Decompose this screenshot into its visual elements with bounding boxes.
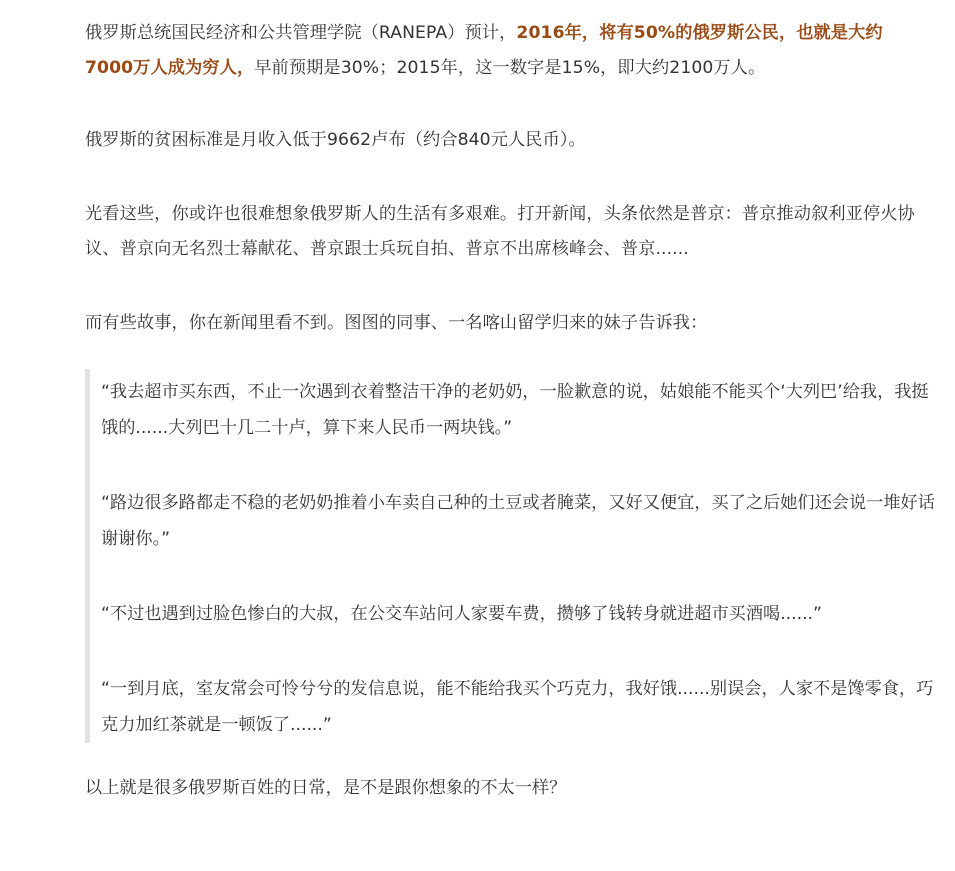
- paragraph-untold-stories: 而有些故事，你在新闻里看不到。图图的同事、一名喀山留学归来的妹子告诉我：: [85, 313, 708, 333]
- forecast-intro-text: 俄罗斯总统国民经济和公共管理学院（RANEPA）预计，: [85, 23, 517, 43]
- paragraph-poverty-standard: 俄罗斯的贫困标准是月收入低于9662卢布（约合840元人民币）。: [85, 130, 586, 150]
- quote-bus-stop-uncle: “不过也遇到过脸色惨白的大叔，在公交车站问人家要车费，攒够了钱转身就进超市买酒喝......”: [101, 604, 822, 624]
- forecast-followup-text: 早前预期是30%；2015年，这一数字是15%，即大约2100万人。: [254, 58, 766, 78]
- quote-street-vendor-grandma: “路边很多路都走不稳的老奶奶推着小车卖自己种的土豆或者腌菜，又好又便宜，买了之后她们还会说一堆好话谢谢你。”: [101, 493, 935, 549]
- quote-supermarket-grandma: “我去超市买东西，不止一次遇到衣着整洁干净的老奶奶，一脸歉意的说，姑娘能不能买个‘大列巴’给我，我挺饿的......大列巴十几二十卢，算下来人民币一两块钱。”: [101, 382, 929, 438]
- paragraph-poverty-forecast: [85, 16, 925, 86]
- article-body: [85, 16, 935, 806]
- quote-roommate-chocolate: “一到月底，室友常会可怜兮兮的发信息说，能不能给我买个巧克力，我好饿......别误会，人家不是馋零食，巧克力加红茶就是一顿饭了......”: [101, 679, 934, 735]
- blockquote: [85, 369, 937, 743]
- paragraph-conclusion: 以上就是很多俄罗斯百姓的日常，是不是跟你想象的不太一样？: [85, 778, 567, 798]
- forecast-highlight-text: 2016年，将有50%的俄罗斯公民，也就是大约7000万人成为穷人，: [85, 23, 883, 78]
- paragraph-news-headlines: 光看这些，你或许也很难想象俄罗斯人的生活有多艰难。打开新闻，头条依然是普京：普京推动叙利亚停火协议、普京向无名烈士幕献花、普京跟士兵玩自拍、普京不出席核峰会、普京......: [85, 204, 915, 259]
